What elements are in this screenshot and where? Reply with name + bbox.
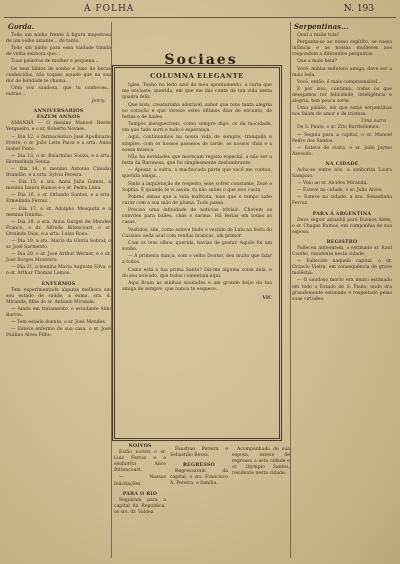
paragraph: Aqui ficam as minhas saudades e um grande beijo da tua amiga de sempre, que nunca te esquece. (122, 280, 272, 292)
paragraph: Falleceu anteontem, o estimado sr. Raul Coelho, residente nesta cidade. (292, 246, 392, 258)
paragraph: Não ha novidades que mereçam registo especial, a não ser a festa da Baronesa, que foi simplesmente deslumbrante. (122, 154, 272, 167)
paragraph: — Tem estado doente, o sr. José Mendes. (11, 320, 107, 326)
paragraph: Que bom, creaturinha adorável, saber que tens tanta alegria no coração e que viveste estes últimos dias de encanto, de festas e de bailes. (122, 102, 272, 120)
paragraph: — Dia 18, a sra. Anna Gurgel de Mendes Franco, o dr. Alfredo Bitencourt, o sr. Ormindo Dias, e a srta. Luiza Rosa. (6, 219, 111, 237)
paragraph: Uma paixão, eis que estas serpentinas nos falam de amor e de tristeza. (292, 106, 392, 118)
paragraph: — Dia 20, o sr. José Arthur Werner, e o dr. José Borges Monteiro. (6, 252, 111, 264)
header-rule (4, 17, 396, 18)
argentina-heading: PARA A ARGENTINA (312, 210, 372, 217)
paragraph: Qual a razão tola? (297, 33, 340, 39)
paragraph: Tem experimentado alguma melhora em seu estado de saúde, a exma. sra. d. Miranda, filha do sr. Antonio Miranda. (6, 287, 111, 305)
paragraph: Você, então, é mais compreensível... (297, 79, 382, 85)
box-title: COLUMNA ELEGANTE (150, 72, 244, 80)
paragraph: — Apesar, a outra, a machucada parte que você me contou, querida amiga... (122, 168, 272, 180)
right-signature: Uma outra (361, 119, 386, 125)
paragraph: — Dia 15, a sra. Anna Julia Gomes, a menina Izaura Ramos e o sr. Pedro Lima. (6, 180, 111, 192)
paragraph: — Dia 17, o sr. Adolpho Mesquita e a menina Ditinha. (6, 206, 111, 218)
paragraph: Estão noivos o sr. Luiz Ferraz e a senhorita Alice Bittencourt. (114, 450, 166, 474)
paragraph: Aqui, continuamos na nossa vida de sempre, tranquila e simples, com os nossos passeios de tarde, os nossos chás e a nossa música. (122, 135, 272, 153)
issue-number: N. 193 (343, 4, 374, 14)
paragraph: — Esteve enfermo de sua casa, o sr. José Paulino Alves Filho. (6, 327, 111, 339)
paragraph: — Seguiu para a capital, o sr. Manoel Pedro dos Santos. (292, 132, 392, 144)
paragraph: — Dia 14, o menino Antonio Cláudio Brandão, e a srta. Sylvia Pereira. (6, 166, 111, 179)
left-column (6, 22, 111, 340)
paragraph: Vestidos, sim, como esteve lindo o vestido de Lulu na festa do Cassino: seda azul com rendas brancas, um primor. (122, 227, 272, 239)
na-cidade-heading: NA CIDADE (325, 160, 359, 167)
regresso-heading: REGRESSO (183, 462, 215, 469)
column-divider (111, 22, 112, 558)
paragraph: — A primeira dança, com o velho Doutor, deu muito que falar a todos. (122, 254, 272, 266)
paragraph: Você, minha sedutora amiga, deve ser a mais bela. (292, 66, 392, 78)
paragraph: Regressaram da capital, o srs. Francisco A. Pereira, e família. (170, 469, 228, 487)
paragraph: — O saudoso morto era muito estimado em todo o Estado de S. Paulo, onde era grandemente estimado e respeitado pelas suas virtudes. (292, 278, 392, 302)
paragraph: — Dia 16, o sr. Orlando Santos, e a srta. Ermelinda Ferraz. (6, 193, 111, 205)
bottom-column-3 (232, 447, 290, 478)
right-column (292, 22, 392, 304)
paragraph: Pobres almas que a vida maltrata, mas que o tempo sabe curar com a sua mão de pluma. Tudo passa. (122, 194, 272, 206)
paragraph: Acha-se entre nós, a senhorita Laura Sampaio. (292, 167, 392, 180)
paragraph: — Esteve de visita, o sr. Julio Jayme Azevedo. (292, 145, 392, 157)
paragraph: De S. Paulo, o sr. Zito Bartholomeu. (297, 125, 381, 131)
paragraph: Preciso uma infinidade de noticias triviais. Chovem os convites para bailes, chás e saraus. Há festas em todas as casas. (122, 208, 272, 226)
paragraph: Pergunta-se ao nosso espírito, se nossa infância e as nossas mulheres nos respondem a diferentes perguntas. (292, 40, 392, 58)
paragraph: Faustino Pereira e Sebastião Bessa. (170, 447, 228, 459)
left-section-title: Gorda. (8, 22, 35, 31)
paragraph: Como está a tua prima Santa? Diz-me alguma coisa dela, e do seu noivado, que todos comentam aqui. (122, 267, 272, 279)
paragraph: É por isso, continuo, todos os que desejamos ter felicidade, inteligência e alegria, tem pouca sorte. (292, 86, 392, 105)
paragraph: — Esteve na cidade, a sra. Sebastiana Ferraz. (292, 195, 392, 207)
paragraph: Deve seguir amanhã para Buenos Aires, o sr. Chagas Ramos, em companhia de sua esposa. (292, 217, 392, 235)
paragraph: Seguiram para a capital da Republica, os srs. dr. Valdez. (114, 497, 166, 515)
paragraph: Tempos inesquecíveis, como sempre digo, os da mocidade, em que tudo sorri e tudo é esperança. (122, 122, 272, 134)
paragraph: Todo um ninho frente á figura majestosa de um velho amante... de tanto. (6, 33, 111, 45)
column-divider (290, 22, 291, 558)
paragraph: — Ainda em tratamento, o estudante Aldo Barros. (6, 306, 111, 319)
paragraph: — Dia 12, o farmacêutico José Apollinario Freire, o sr. João Leite Paiva e a srta. Anna Isabel Pinto. (6, 134, 111, 152)
left-intro (6, 33, 111, 98)
noivos-heading: NOIVOS (128, 443, 152, 449)
paragraph: Todo um ninho para essa vaidade tímida de velha senhora que... (6, 46, 111, 58)
paragraph: Tuas palavras de mulher e pequena... (11, 59, 99, 65)
paragraph: — Esteve na cidade, o sr. Julio Alves. (297, 188, 383, 194)
left-signature: Jenry. (91, 99, 105, 105)
columna-elegante-box (114, 67, 280, 439)
paragraph: Sinto a inquietação de respeito, esse sofrer constante, Zezé e Sophia. E quando te vi assim, tu não sabes o que isso custa. (122, 181, 272, 193)
paragraph: — Dia 21, a menina Maria Augusta Silva, e o sr. Arthur Thomaz Lemos. (6, 265, 111, 277)
sick-list (6, 288, 111, 340)
paragraph: AMANHÃ — O menino Manoel Heróe Vergueiro, e o sr. Roberto Novaes. (6, 121, 111, 133)
paragraph: Igles. Tenho no leito azul do meu apontamento, a carta que me enviaste, querida, em que me dás conta da tua vida nesta quadra feliz. (122, 83, 272, 101)
paragraph: Acompanhado de sua esposa, esteve de regresso a esta cidade o sr. Olympio Santos, residente nesta cidade. (232, 447, 290, 477)
paragraph: Os teus lábios de sonho e luxo de bocas conhecidas, não toques aquele que na sua dor de bondade te chama... (6, 66, 111, 84)
paragraph: Com os teus olhos, querida, havias de gostar. Aquilo foi um sonho. (122, 240, 272, 253)
paragraph: — Fallecido naquela capital, o dr. Octavio Vieira, em consequência de grave moléstia. (292, 259, 392, 277)
bottom-column-2 (170, 447, 228, 489)
sociaes-title: Sociaes (164, 52, 238, 68)
anniversaries-list (6, 121, 111, 277)
paragraph: — Dia 19, a sra. Maria da Gloria Sobral, o sr. José Sarmento. (6, 239, 111, 251)
paragraph: Que a mais bela? (297, 59, 337, 65)
paragraph: — Veio ao sr. Alcides Miranda. (297, 181, 368, 187)
para-o-rio-heading: PARA O RIO (122, 490, 158, 497)
paragraph: — Dia 13, o sr. Belarmino Souza, e a srta. Hermelinda Senna. (6, 153, 111, 165)
paragraph: — Nossas felicitações. (114, 475, 166, 487)
newspaper-title: A FOLHA (84, 4, 135, 14)
box-signature: VIC (262, 295, 272, 302)
sick-heading: ENFERMOS (41, 280, 76, 287)
page-header (4, 4, 396, 18)
right-section-title: Serpentinas... (294, 22, 349, 31)
bottom-column-1 (114, 440, 166, 517)
paragraph: Uma voz saudosa, que tu conheces... outras... (6, 85, 111, 97)
registro-heading: REGISTRO (326, 238, 358, 245)
anniversaries-heading: ANNIVERSARIOS FAZEM ANNOS (33, 108, 84, 121)
center-column (113, 22, 289, 70)
